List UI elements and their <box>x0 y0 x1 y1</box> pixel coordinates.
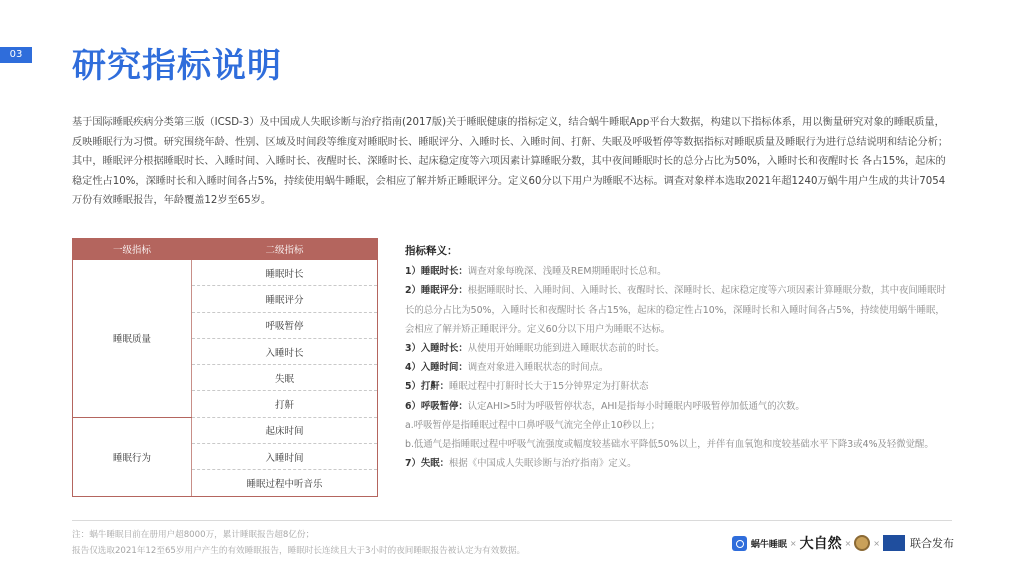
definitions-panel <box>405 242 950 473</box>
table-subitem: 入睡时间 <box>192 444 378 470</box>
news-logo-icon <box>883 535 905 551</box>
snail-sleep-logo <box>732 536 787 551</box>
intro-paragraph: 基于国际睡眠疾病分类第三版（ICSD-3）及中国成人失眠诊断与治疗指南(2017版)关于睡眠健康的指标定义，结合蜗牛睡眠App平台大数据，构建以下指标体系，用以衡量研究对象的睡眠质量，反映睡眠行为习惯。研究围绕年龄、性别、区域及时间段等维度对睡眠时长、睡眠评分、入睡时长、入睡时间、打鼾、失眠及呼吸暂停等数据指标对睡眠质量及睡眠行为进行总结说明和结论分析；其中，睡眠评分根据睡眠时长、入睡时间、入睡时长、夜醒时长、深睡时长、起床稳定度等六项因素计算睡眠分数，其中夜间睡眠时长的总分占比为50%，入睡时长和夜醒时长 各占15%，起床的稳定性占10%，深睡时长和入睡时间各占5%，持续使用蜗牛睡眠，会相应了解并矫正睡眠评分。定义60分以下用户为睡眠不达标。调查对象样本选取2021年超1240万蜗牛用户生成的共计7054万份有效睡眠报告，年龄覆盖12岁至65岁。 <box>72 117 949 207</box>
logo-separator: × <box>844 538 852 548</box>
table-subitem: 呼吸暂停 <box>192 312 378 338</box>
definition-item: 6）呼吸暂停：认定AHI>5时为呼吸暂停状态，AHI是指每小时睡眠内呼吸暂停加低通气的次数。 <box>405 400 805 412</box>
footnote-line: 报告仅选取2021年12至65岁用户产生的有效睡眠报告，睡眠时长连续且大于3小时的夜间睡眠报告被认定为有效数据。 <box>72 546 526 556</box>
definition-item: 5）打鼾：睡眠过程中打鼾时长大于15分钟界定为打鼾状态 <box>405 381 649 393</box>
logo-separator: × <box>873 538 880 548</box>
definition-item: 3）入睡时长：从使用开始睡眠功能到进入睡眠状态前的时长。 <box>405 343 665 355</box>
joint-release-label: 联合发布 <box>910 537 954 550</box>
table-subitem: 起床时间 <box>192 417 378 443</box>
table-header-primary: 一级指标 <box>73 239 192 260</box>
footnote-line: 注：蜗牛睡眠目前在册用户超8000万，累计睡眠报告超8亿份； <box>72 530 315 540</box>
definition-item: 2）睡眠评分：根据睡眠时长、入睡时间、入睡时长、夜醒时长、深睡时长、起床稳定度等六项因素计算睡眠分数，其中夜间睡眠时长的总分占比为50%，入睡时长和夜醒时长 各占15%，起床的稳定性占10%，深睡时长和入睡时间各占5%，持续使用蜗牛睡眠，会相应了解并矫正睡眠评分。定义60分以下用户为睡眠不达标。 <box>405 285 946 335</box>
footnotes <box>72 527 525 559</box>
page-title: 研究指标说明 <box>72 46 282 86</box>
definition-subitem: a.呼吸暂停是指睡眠过程中口鼻呼吸气流完全停止10秒以上； <box>405 419 661 431</box>
table-subitem: 失眠 <box>192 365 378 391</box>
definition-subitem: b.低通气是指睡眠过程中呼吸气流强度或幅度较基础水平降低50%以上，并伴有血氧饱和度较基础水平下降3或4%及轻微觉醒。 <box>405 439 934 451</box>
table-subitem: 打鼾 <box>192 391 378 417</box>
definitions-title: 指标释义： <box>405 245 458 257</box>
definition-item: 1）睡眠时长：调查对象每晚深、浅睡及REM期睡眠时长总和。 <box>405 266 667 278</box>
table-category: 睡眠行为 <box>73 417 192 496</box>
page-number-badge: 03 <box>0 47 32 63</box>
snail-logo-icon <box>732 536 747 551</box>
indicator-table <box>72 238 378 497</box>
table-subitem: 睡眠过程中听音乐 <box>192 470 378 496</box>
table-subitem: 睡眠评分 <box>192 286 378 312</box>
partner-logos <box>732 533 954 553</box>
snail-sleep-brand: 蜗牛睡眠 <box>750 539 787 550</box>
table-category: 睡眠质量 <box>73 260 192 418</box>
table-header-secondary: 二级指标 <box>192 239 378 260</box>
footer-divider <box>72 520 952 521</box>
table-subitem: 入睡时长 <box>192 338 378 364</box>
table-subitem: 睡眠时长 <box>192 260 378 286</box>
definition-item: 4）入睡时间：调查对象进入睡眠状态的时间点。 <box>405 362 609 374</box>
dazi-ran-logo: 大自然 <box>799 536 842 552</box>
definition-item: 7）失眠：根据《中国成人失眠诊断与治疗指南》定义。 <box>405 458 637 470</box>
logo-separator: × <box>789 538 797 548</box>
seal-logo-icon <box>854 535 870 551</box>
